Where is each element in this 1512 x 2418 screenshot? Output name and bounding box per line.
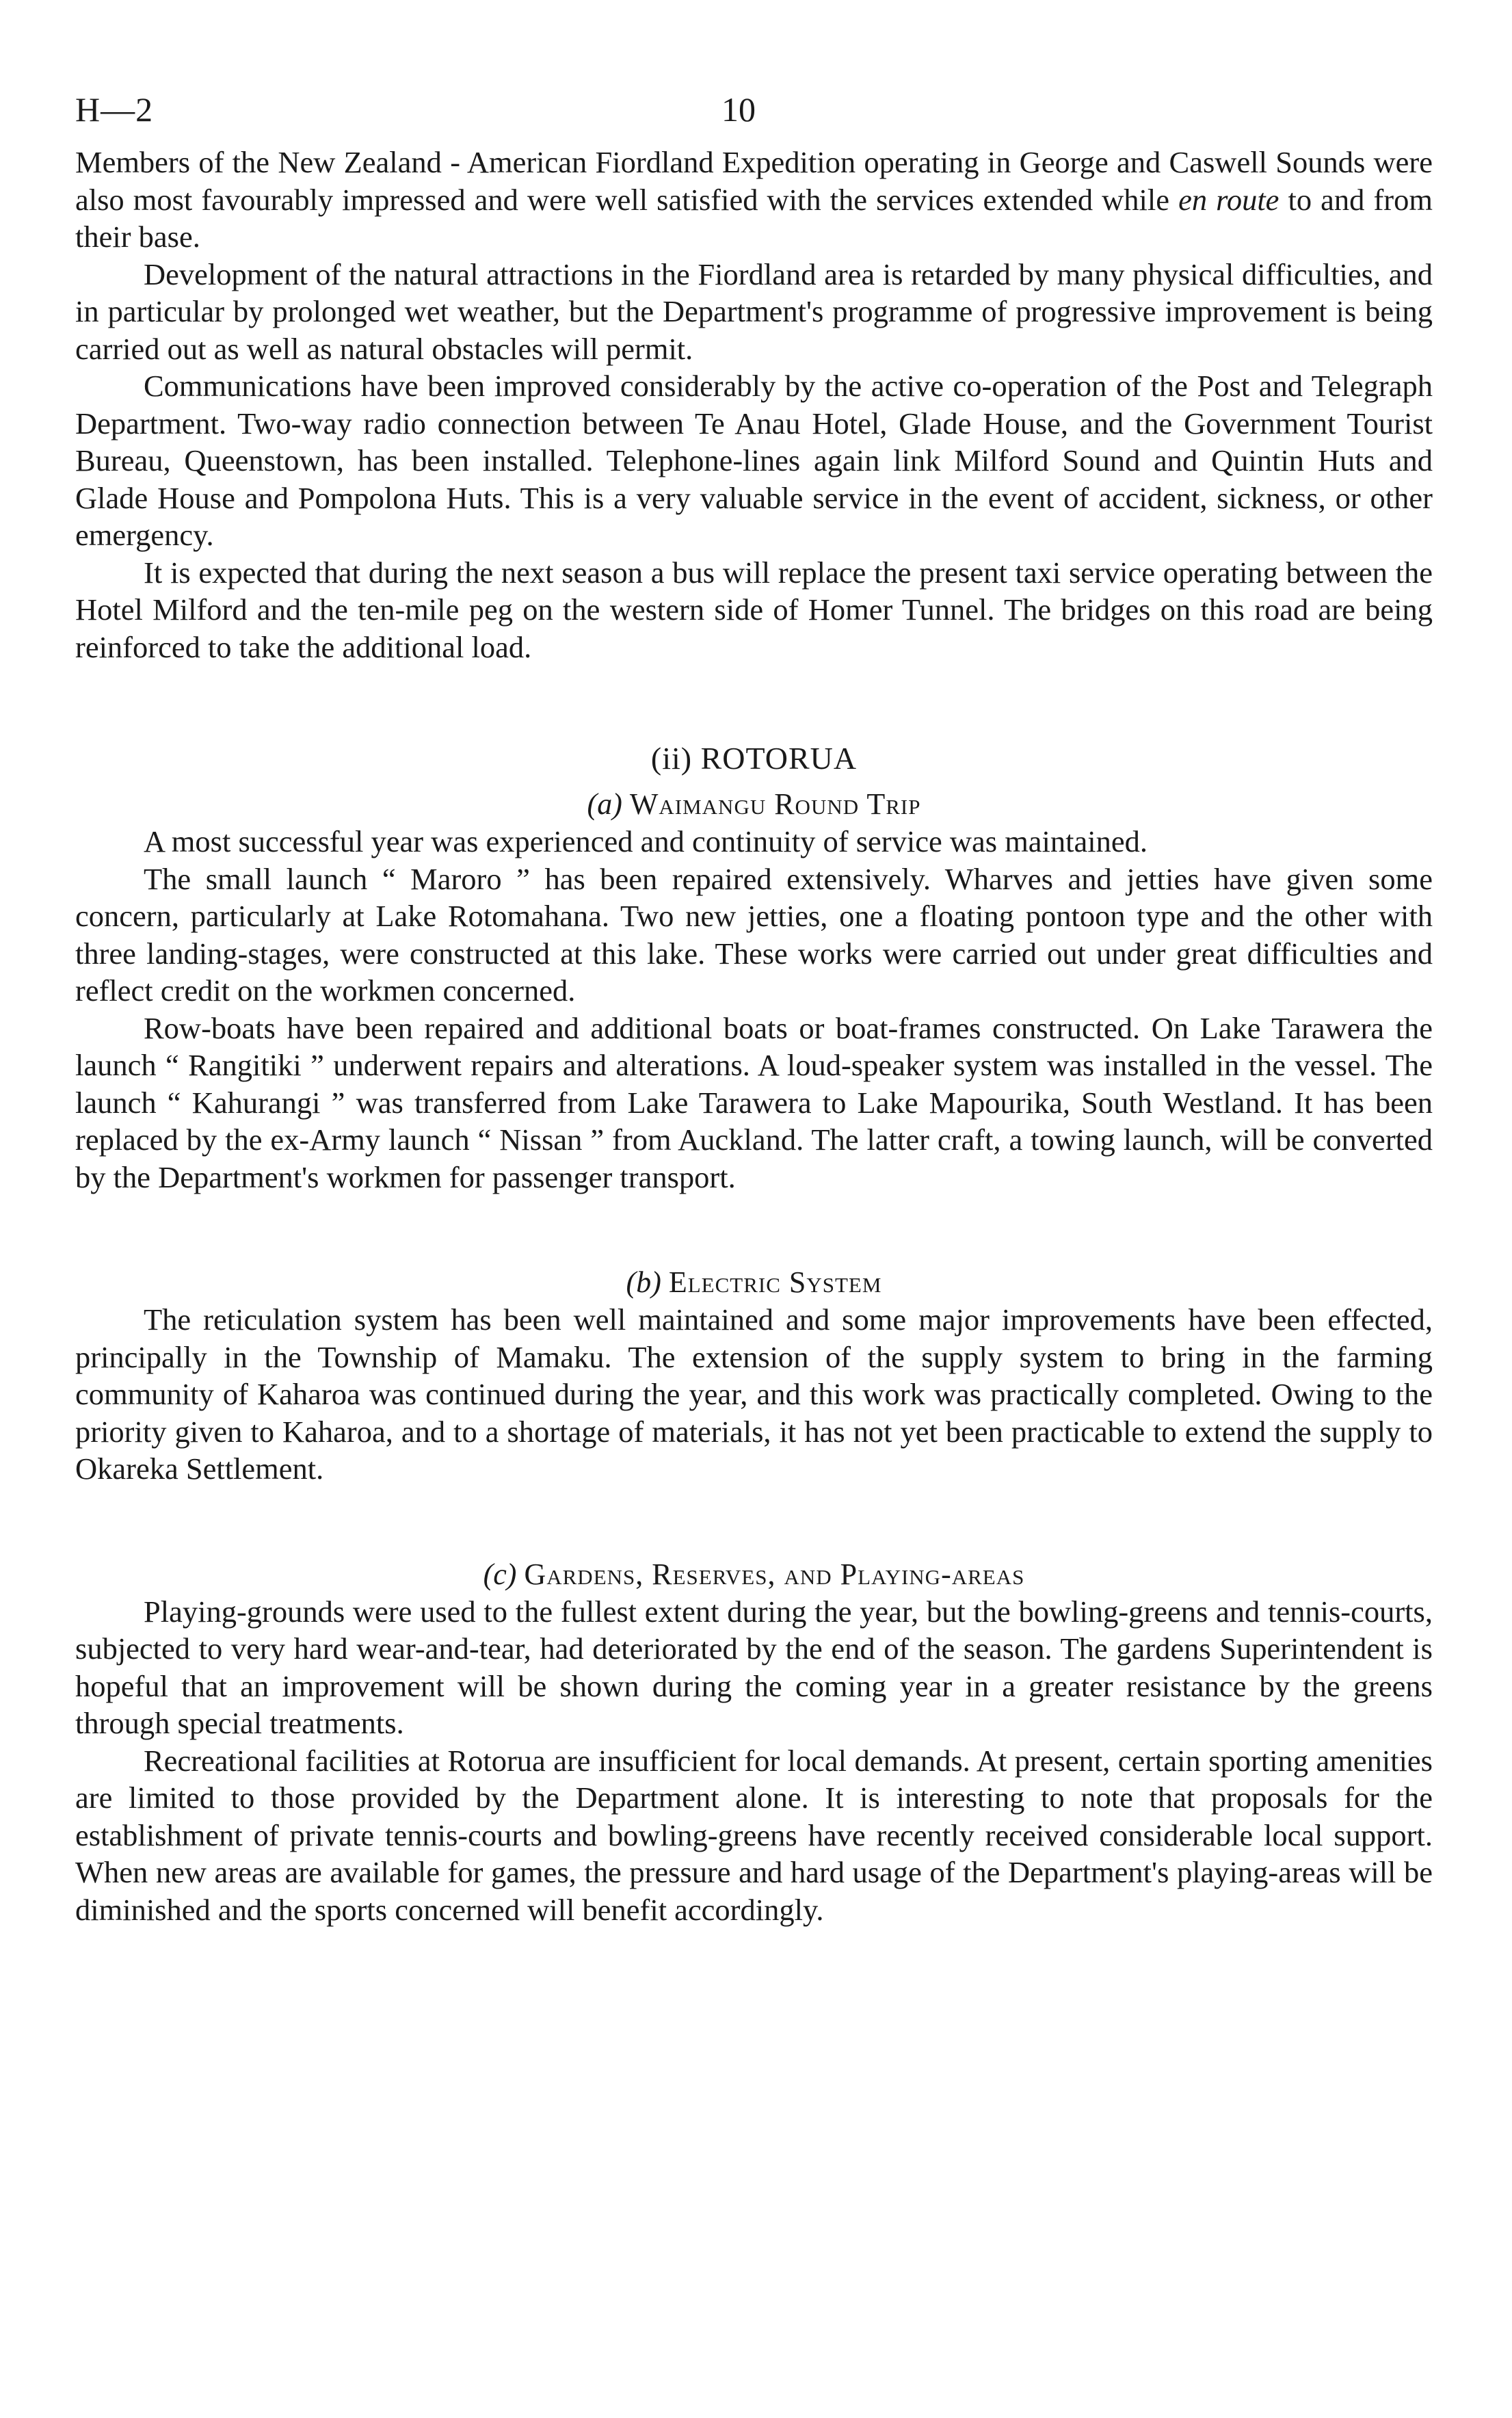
section-title-rotorua: (ii) ROTORUA: [650, 741, 858, 776]
subheading-label: (b): [626, 1265, 661, 1299]
page-body: [75, 144, 1433, 1928]
paragraph-communications: Communications have been improved considerably by the active co-operation of the Post and Telegraph Department. Two-way radio connection between Te Anau Hotel, Glade House, and the Government Tourist Bureau, Queenstown, has been installed. Telephone-lines again link Milford Sound and Quintin Huts and Glade House and Pompolona Huts. This is a very valuable service in the event of accident, sickness, or other emergency.: [75, 369, 1433, 552]
subheading-text: Waimangu Round Trip: [629, 787, 921, 821]
paragraph-gardens-recreation: Recreational facilities at Rotorua are insufficient for local demands. At present, certain sporting amenities are limited to those provided by the Department alone. It is interesting to note that proposals for the establishment of private tennis-courts and bowling-greens have recently received considerable local support. When new areas are available for games, the pressure and hard usage of the Department's playing-areas will be diminished and the sports concerned will benefit accordingly.: [75, 1743, 1433, 1927]
subheading-label: (a): [587, 787, 622, 821]
subheading-label: (c): [483, 1557, 517, 1591]
paragraph-waimangu-year: A most successful year was experienced and continuity of service was maintained.: [144, 824, 1148, 858]
subheading-electric: [75, 1264, 1433, 1301]
page-header: [75, 89, 1433, 144]
paragraph-waimangu-boats: Row-boats have been repaired and additional boats or boat-frames constructed. On Lake Tarawera the launch “ Rangitiki ” underwent repairs and alterations. A loud-speaker system was installed in the vessel. The launch “ Kahurangi ” was transferred from Lake Tarawera to Lake Mapourika, South Westland. It has been replaced by the ex-Army launch “ Nissan ” from Auckland. The latter craft, a towing launch, will be converted by the Department's workmen for passenger transport.: [75, 1010, 1433, 1194]
subheading-gardens: [75, 1556, 1433, 1593]
paragraph-electric: The reticulation system has been well maintained and some major improvements have been effected, principally in the Township of Mamaku. The extension of the supply system to bring in the farming community of Kaharoa was continued during the year, and this work was practically completed. Owing to the priority given to Kaharoa, and to a shortage of materials, it has not yet been practicable to extend the supply to Okareka Settlement.: [75, 1302, 1433, 1486]
subheading-waimangu: [75, 786, 1433, 823]
paragraph-expedition: [75, 144, 1433, 256]
page-number: 10: [721, 90, 756, 129]
document-reference: H—2: [75, 90, 154, 129]
paragraph-gardens-playing: Playing-grounds were used to the fullest extent during the year, but the bowling-greens and tennis-courts, subjected to very hard wear-and-tear, had deteriorated by the end of the season. The gardens Superintendent is hopeful that an improvement will be shown during the coming year in a greater resistance by the greens through special treatments.: [75, 1594, 1433, 1740]
subheading-text: Electric System: [668, 1265, 882, 1299]
subheading-text: Gardens, Reserves, and Playing-areas: [524, 1557, 1025, 1591]
paragraph-text: to and from their base.: [75, 182, 1433, 254]
paragraph-fiordland-development: Development of the natural attractions in the Fiordland area is retarded by many physical difficulties, and in particular by prolonged wet weather, but the Department's programme of progressive improvement is being carried out as well as natural obstacles will permit.: [75, 257, 1433, 366]
document-page: [75, 89, 1433, 1928]
italic-phrase: en route: [1178, 182, 1279, 217]
paragraph-bus-service: It is expected that during the next season a bus will replace the present taxi service operating between the Hotel Milford and the ten-mile peg on the western side of Homer Tunnel. The bridges on this road are being reinforced to take the additional load.: [75, 555, 1433, 664]
paragraph-waimangu-launch: The small launch “ Maroro ” has been repaired extensively. Wharves and jetties have given some concern, particularly at Lake Rotomahana. Two new jetties, one a floating pontoon type and the other with three landing-stages, were constructed at this lake. These works were carried out under great difficulties and reflect credit on the workmen concerned.: [75, 861, 1433, 1008]
paragraph-text: Members of the New Zealand - American Fiordland Expedition operating in George and Caswell Sounds were also most favourably impressed and were well satisfied with the services extended while: [75, 145, 1433, 217]
